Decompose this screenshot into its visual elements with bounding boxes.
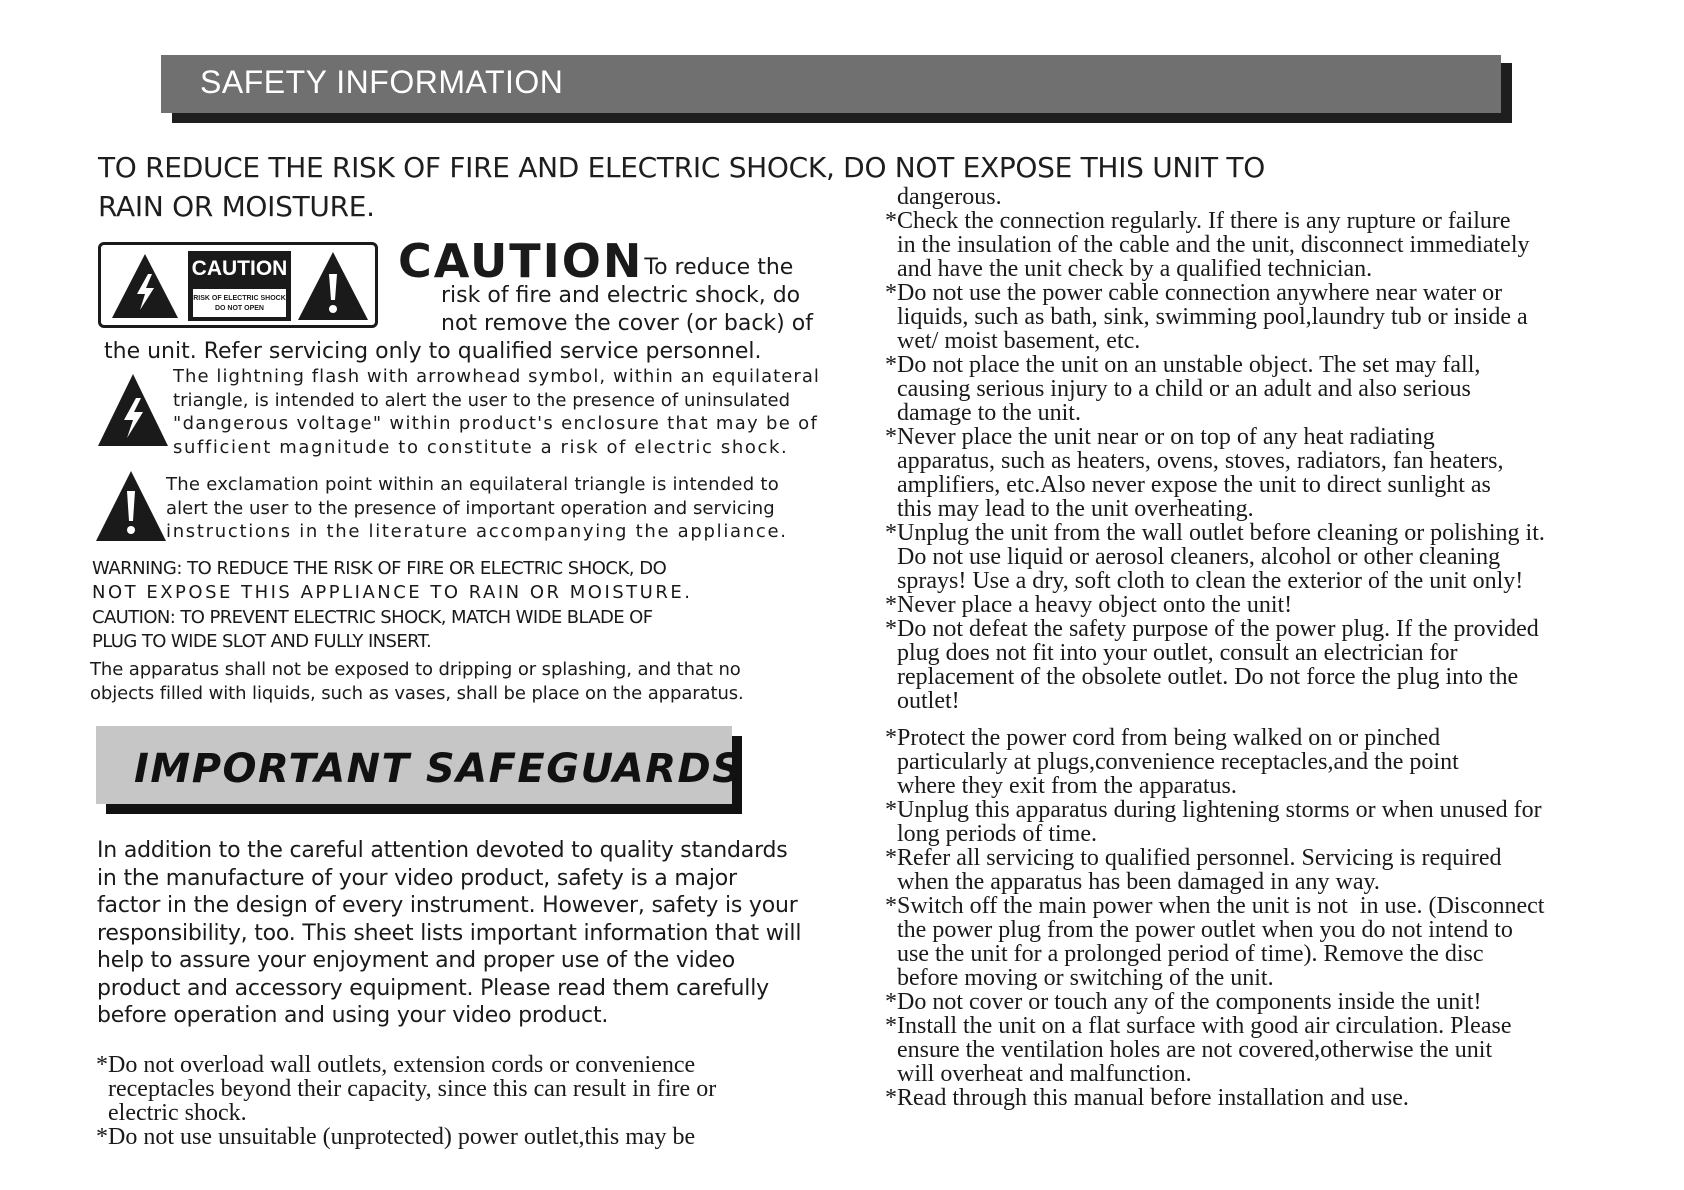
bullet-line: electric shock. bbox=[96, 1100, 247, 1126]
warning-line-2: NOT EXPOSE THIS APPLIANCE TO RAIN OR MOISTURE. bbox=[92, 582, 693, 603]
caution-line-3: not remove the cover (or back) of bbox=[441, 311, 813, 336]
bullet-line: long periods of time. bbox=[885, 821, 1097, 847]
bullet-line: *Never place a heavy object onto the unit! bbox=[885, 592, 1293, 618]
caution-line-2: risk of fire and electric shock, do bbox=[441, 283, 801, 308]
intro-line: in the manufacture of your video product, safety is a major bbox=[97, 865, 737, 891]
bullet-line: *Unplug this apparatus during lightening storms or when unused for bbox=[885, 797, 1542, 823]
exclamation-explanation bbox=[166, 473, 788, 544]
caution-label-line-1: RISK OF ELECTRIC SHOCK bbox=[193, 295, 286, 302]
bullet-line: Do not use liquid or aerosol cleaners, alcohol or other cleaning bbox=[885, 544, 1501, 570]
bullet-line: *Do not defeat the safety purpose of the power plug. If the provided bbox=[885, 616, 1539, 642]
safeguards-intro bbox=[97, 837, 801, 1030]
bullet-line: where they exit from the apparatus. bbox=[885, 773, 1237, 799]
caution-line-1: : To reduce the bbox=[630, 255, 794, 280]
caution-label-title: CAUTION bbox=[191, 257, 288, 280]
intro-line: In addition to the careful attention devoted to quality standards bbox=[97, 838, 788, 863]
bullet-line: damage to the unit. bbox=[885, 400, 1081, 426]
bullet-line: *Refer all servicing to qualified personnel. Servicing is required bbox=[885, 845, 1502, 871]
lightning-line: sufficient magnitude to constitute a risk of electric shock. bbox=[173, 436, 789, 458]
exclamation-line: alert the user to the presence of important operation and servicing bbox=[166, 497, 775, 519]
lightning-triangle-icon bbox=[110, 252, 180, 320]
bullet-line: ensure the ventilation holes are not covered,otherwise the unit bbox=[885, 1037, 1493, 1063]
bullet-line: *Do not use the power cable connection anywhere near water or bbox=[885, 280, 1503, 306]
intro-line: responsibility, too. This sheet lists important information that will bbox=[97, 920, 802, 946]
bullet-line: *Do not use unsuitable (unprotected) power outlet,this may be bbox=[96, 1124, 696, 1150]
caution-label-line-2: DO NOT OPEN bbox=[214, 305, 264, 312]
bullet-line: amplifiers, etc.Also never expose the unit to direct sunlight as bbox=[885, 472, 1491, 498]
apparatus-note-line-2: objects filled with liquids, such as vases, shall be place on the apparatus. bbox=[90, 683, 744, 704]
bullet-line: *Unplug the unit from the wall outlet before cleaning or polishing it. bbox=[885, 520, 1545, 546]
bullet-line: *Do not cover or touch any of the components inside the unit! bbox=[885, 989, 1482, 1015]
bullet-line: will overheat and malfunction. bbox=[885, 1061, 1192, 1087]
bullet-line: in the insulation of the cable and the unit, disconnect immediately bbox=[885, 232, 1530, 258]
warning-line-4: PLUG TO WIDE SLOT AND FULLY INSERT. bbox=[92, 631, 432, 652]
caution-heading: CAUTION bbox=[398, 234, 644, 288]
bullet-line: *Switch off the main power when the unit is not in use. (Disconnect bbox=[885, 893, 1545, 919]
bullet-line: use the unit for a prolonged period of time). Remove the disc bbox=[885, 941, 1484, 967]
bullet-line: wet/ moist basement, etc. bbox=[885, 328, 1141, 354]
bullet-line: causing serious injury to a child or an adult and also serious bbox=[885, 376, 1471, 402]
bullet-line: before moving or switching of the unit. bbox=[885, 965, 1274, 991]
bullet-line: outlet! bbox=[885, 688, 960, 714]
caution-label bbox=[188, 251, 291, 321]
caution-label-subbox bbox=[193, 289, 286, 317]
bullet-line: replacement of the obsolete outlet. Do not force the plug into the bbox=[885, 664, 1519, 690]
bullet-line: *Protect the power cord from being walked on or pinched bbox=[885, 725, 1441, 751]
bullet-line: receptacles beyond their capacity, since this can result in fire or bbox=[96, 1076, 717, 1102]
lightning-symbol-icon bbox=[96, 372, 170, 448]
intro-line: help to assure your enjoyment and proper use of the video bbox=[97, 948, 735, 973]
warning-line-1: WARNING: TO REDUCE THE RISK OF FIRE OR ELECTRIC SHOCK, DO bbox=[92, 558, 667, 579]
lightning-explanation bbox=[173, 365, 820, 459]
bullet-line: liquids, such as bath, sink, swimming pool,laundry tub or inside a bbox=[885, 304, 1528, 330]
bullet-line: the power plug from the power outlet when you do not intend to bbox=[885, 917, 1513, 943]
left-bullet-list bbox=[96, 1053, 716, 1149]
bullet-line: *Never place the unit near or on top of any heat radiating bbox=[885, 424, 1435, 450]
apparatus-note-line-1: The apparatus shall not be exposed to dripping or splashing, and that no bbox=[90, 659, 741, 680]
exclamation-symbol-icon bbox=[94, 469, 168, 543]
main-warning-line-1: TO REDUCE THE RISK OF FIRE AND ELECTRIC SHOCK, DO NOT EXPOSE THIS UNIT TO bbox=[98, 151, 1265, 184]
warning-line-3: CAUTION: TO PREVENT ELECTRIC SHOCK, MATCH WIDE BLADE OF bbox=[92, 607, 653, 628]
exclamation-line: instructions in the literature accompanying the appliance. bbox=[166, 521, 788, 542]
bullet-line: *Read through this manual before installation and use. bbox=[885, 1085, 1409, 1111]
exclamation-triangle-icon bbox=[296, 250, 370, 322]
main-warning-line-2: RAIN OR MOISTURE. bbox=[98, 190, 375, 223]
bullet-line: when the apparatus has been damaged in any way. bbox=[885, 869, 1380, 895]
safeguards-title: IMPORTANT SAFEGUARDS bbox=[134, 746, 743, 792]
bullet-line: dangerous. bbox=[885, 184, 1002, 210]
bullet-line: *Check the connection regularly. If there is any rupture or failure bbox=[885, 208, 1511, 234]
page-title: SAFETY INFORMATION bbox=[200, 64, 564, 100]
intro-line: product and accessory equipment. Please read them carefully bbox=[97, 975, 769, 1001]
bullet-line: *Install the unit on a flat surface with good air circulation. Please bbox=[885, 1013, 1512, 1039]
right-bullet-list-a bbox=[885, 185, 1545, 713]
bullet-line: particularly at plugs,convenience receptacles,and the point bbox=[885, 749, 1459, 775]
intro-line: factor in the design of every instrument. However, safety is your bbox=[97, 893, 798, 918]
right-bullet-list-b bbox=[885, 726, 1544, 1110]
bullet-line: *Do not place the unit on an unstable object. The set may fall, bbox=[885, 352, 1481, 378]
bullet-line: and have the unit check by a qualified technician. bbox=[885, 256, 1373, 282]
bullet-line: *Do not overload wall outlets, extension cords or convenience bbox=[96, 1052, 696, 1078]
intro-line: before operation and using your video product. bbox=[97, 1003, 609, 1028]
bullet-line: apparatus, such as heaters, ovens, stoves, radiators, fan heaters, bbox=[885, 448, 1504, 474]
bullet-line: this may lead to the unit overheating. bbox=[885, 496, 1254, 522]
lightning-line: "dangerous voltage" within product's enclosure that may be of bbox=[173, 413, 819, 434]
lightning-line: The lightning flash with arrowhead symbol, within an equilateral bbox=[173, 366, 820, 387]
bullet-line: plug does not fit into your outlet, consult an electrician for bbox=[885, 640, 1458, 666]
bullet-line: sprays! Use a dry, soft cloth to clean the exterior of the unit only! bbox=[885, 568, 1524, 594]
exclamation-line: The exclamation point within an equilateral triangle is intended to bbox=[166, 474, 779, 495]
caution-line-4: the unit. Refer servicing only to qualified service personnel. bbox=[104, 339, 762, 364]
lightning-line: triangle, is intended to alert the user to the presence of uninsulated bbox=[173, 389, 791, 411]
